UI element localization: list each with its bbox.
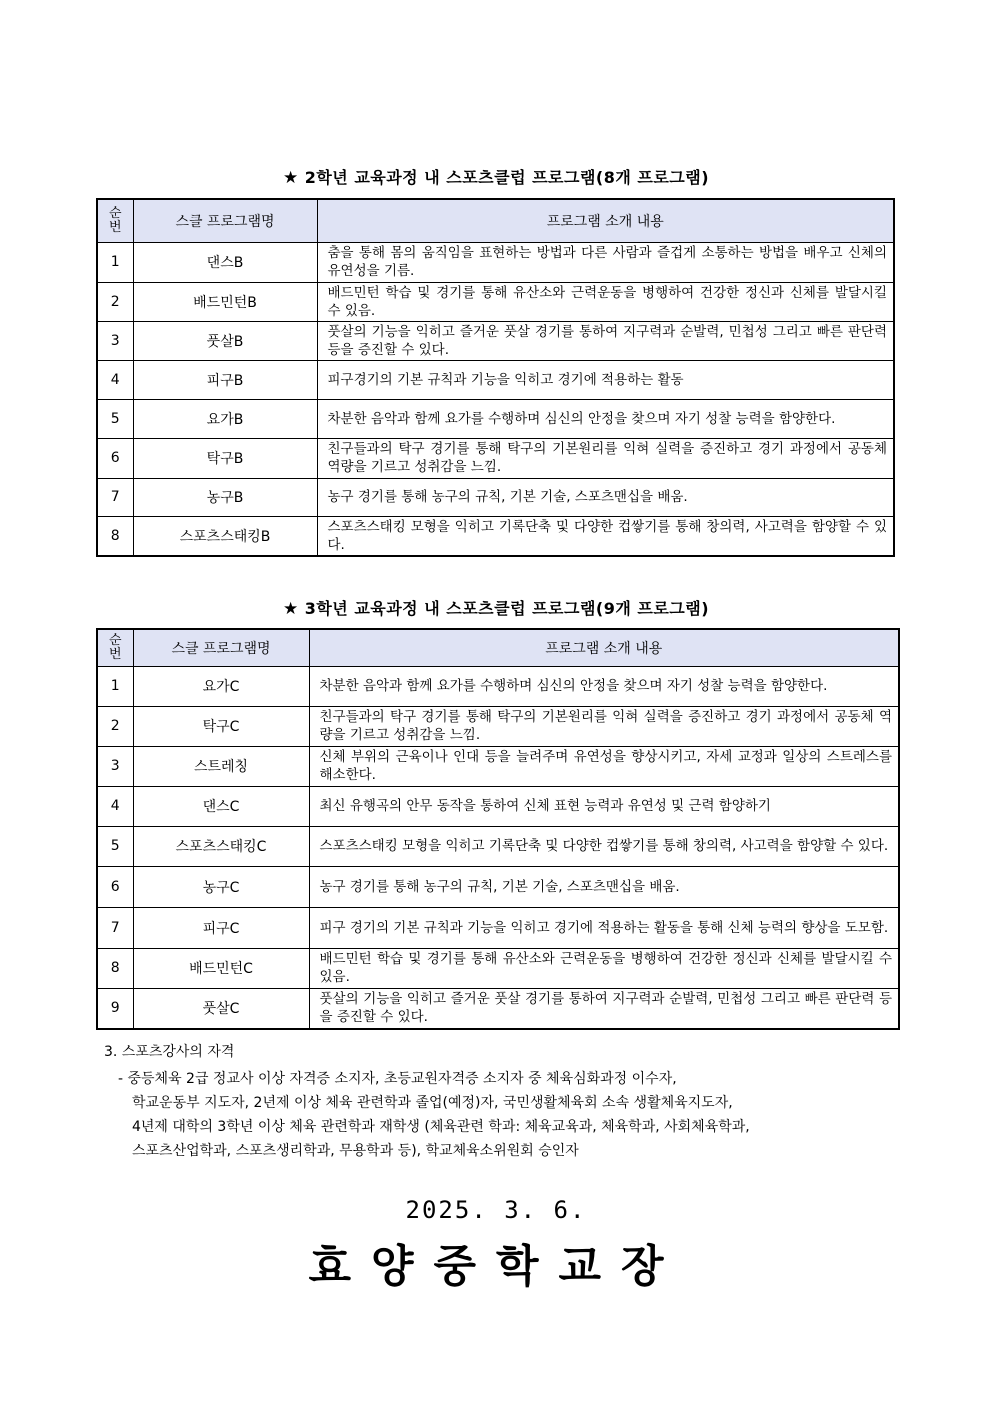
program-name: 농구C [133,866,309,907]
row-number: 1 [97,242,133,282]
table-row [97,399,894,438]
program-name: 스트레칭 [133,746,309,786]
qualification-line: 스포츠산업학과, 스포츠생리학과, 무용학과 등), 학교체육소위원회 승인자 [132,1143,579,1159]
star-icon: ★ [282,599,299,619]
program-name: 댄스C [133,786,309,826]
table-row [97,516,894,556]
header-name: 스클 프로그램명 [133,629,309,666]
table-row [97,360,894,399]
row-number: 8 [97,516,133,556]
table-row [97,866,899,907]
program-name: 풋살C [133,988,309,1029]
table-row [97,786,899,826]
grade2-program-table [96,198,895,557]
program-description: 피구 경기의 기본 규칙과 기능을 익히고 경기에 적용하는 활동을 통해 신체 능력의 향상을 도모함. [309,907,899,948]
row-number: 4 [97,786,133,826]
table-row [97,907,899,948]
program-name: 배드민턴C [133,948,309,988]
row-number: 5 [97,399,133,438]
program-description: 친구들과의 탁구 경기를 통해 탁구의 기본원리를 익혀 실력을 증진하고 경기 과정에서 공동체 역량을 기르고 성취감을 느낌. [309,706,899,746]
table-row [97,746,899,786]
program-description: 배드민턴 학습 및 경기를 통해 유산소와 근력운동을 병행하여 건강한 정신과 신체를 발달시킬 수 있음. [317,282,894,321]
header-desc: 프로그램 소개 내용 [317,199,894,242]
program-name: 요가C [133,666,309,706]
program-description: 춤을 통해 몸의 움직임을 표현하는 방법과 다른 사람과 즐겁게 소통하는 방법을 배우고 신체의 유연성을 기름. [317,242,894,282]
table-row [97,321,894,360]
table-row [97,478,894,516]
principal-signature: 효양중학교장 [308,1241,684,1292]
program-description: 차분한 음악과 함께 요가를 수행하며 심신의 안정을 찾으며 자기 성찰 능력을 함양한다. [309,666,899,706]
table-row [97,826,899,866]
program-description: 스포츠스태킹 모형을 익히고 기록단축 및 다양한 컵쌓기를 통해 창의력, 사고력을 함양할 수 있다. [309,826,899,866]
grade3-section-title: ★ 3학년 교육과정 내 스포츠클럽 프로그램(9개 프로그램) [282,599,710,619]
table-row [97,666,899,706]
program-description: 최신 유행곡의 안무 동작을 통하여 신체 표현 능력과 유연성 및 근력 함양하기 [309,786,899,826]
table-row [97,438,894,478]
program-description: 농구 경기를 통해 농구의 규칙, 기본 기술, 스포츠맨십을 배움. [317,478,894,516]
qualification-heading: 3. 스포츠강사의 자격 [104,1044,235,1060]
row-number: 6 [97,438,133,478]
program-description: 차분한 음악과 함께 요가를 수행하며 심신의 안정을 찾으며 자기 성찰 능력을 함양한다. [317,399,894,438]
header-num-label: 순 번 [108,205,122,235]
row-number: 6 [97,866,133,907]
row-number: 8 [97,948,133,988]
qualification-line: 4년제 대학의 3학년 이상 체육 관련학과 재학생 (체육관련 학과: 체육교육과, 체육학과, 사회체육학과, [132,1119,750,1135]
program-description: 친구들과의 탁구 경기를 통해 탁구의 기본원리를 익혀 실력을 증진하고 경기 과정에서 공동체 역량을 기르고 성취감을 느낌. [317,438,894,478]
program-description: 피구경기의 기본 규칙과 기능을 익히고 경기에 적용하는 활동 [317,360,894,399]
table-row [97,242,894,282]
program-name: 스포츠스태킹B [133,516,317,556]
table-row [97,282,894,321]
qualification-line: - 중등체육 2급 정교사 이상 자격증 소지자, 초등교원자격증 소지자 중 체육심화과정 이수자, [118,1071,677,1087]
row-number: 2 [97,282,133,321]
program-name: 피구B [133,360,317,399]
header-num [97,199,133,242]
grade2-section-title: ★ 2학년 교육과정 내 스포츠클럽 프로그램(8개 프로그램) [282,168,710,188]
table-row [97,988,899,1029]
program-name: 탁구B [133,438,317,478]
header-num [97,629,133,666]
row-number: 2 [97,706,133,746]
row-number: 3 [97,321,133,360]
row-number: 5 [97,826,133,866]
header-desc: 프로그램 소개 내용 [309,629,899,666]
program-name: 피구C [133,907,309,948]
qualification-line: 학교운동부 지도자, 2년제 이상 체육 관련학과 졸업(예정)자, 국민생활체육회 소속 생활체육지도자, [132,1095,733,1111]
row-number: 3 [97,746,133,786]
program-name: 농구B [133,478,317,516]
table-row [97,948,899,988]
grade3-program-table [96,628,900,1030]
document-date: 2025. 3. 6. [405,1196,587,1224]
program-description: 풋살의 기능을 익히고 즐거운 풋살 경기를 통하여 지구력과 순발력, 민첩성 그리고 빠른 판단력 등을 증진할 수 있다. [317,321,894,360]
star-icon: ★ [282,168,299,188]
row-number: 9 [97,988,133,1029]
header-name: 스클 프로그램명 [133,199,317,242]
header-num-label: 순 번 [108,632,122,662]
program-description: 풋살의 기능을 익히고 즐거운 풋살 경기를 통하여 지구력과 순발력, 민첩성 그리고 빠른 판단력 등을 증진할 수 있다. [309,988,899,1029]
program-name: 배드민턴B [133,282,317,321]
table-row [97,706,899,746]
program-description: 배드민턴 학습 및 경기를 통해 유산소와 근력운동을 병행하여 건강한 정신과 신체를 발달시킬 수 있음. [309,948,899,988]
row-number: 1 [97,666,133,706]
row-number: 4 [97,360,133,399]
program-name: 댄스B [133,242,317,282]
program-name: 스포츠스태킹C [133,826,309,866]
program-description: 신체 부위의 근육이나 인대 등을 늘려주며 유연성을 향상시키고, 자세 교정과 일상의 스트레스를 해소한다. [309,746,899,786]
program-name: 풋살B [133,321,317,360]
program-name: 요가B [133,399,317,438]
row-number: 7 [97,907,133,948]
row-number: 7 [97,478,133,516]
program-description: 농구 경기를 통해 농구의 규칙, 기본 기술, 스포츠맨십을 배움. [309,866,899,907]
program-name: 탁구C [133,706,309,746]
program-description: 스포츠스태킹 모형을 익히고 기록단축 및 다양한 컵쌓기를 통해 창의력, 사고력을 함양할 수 있다. [317,516,894,556]
